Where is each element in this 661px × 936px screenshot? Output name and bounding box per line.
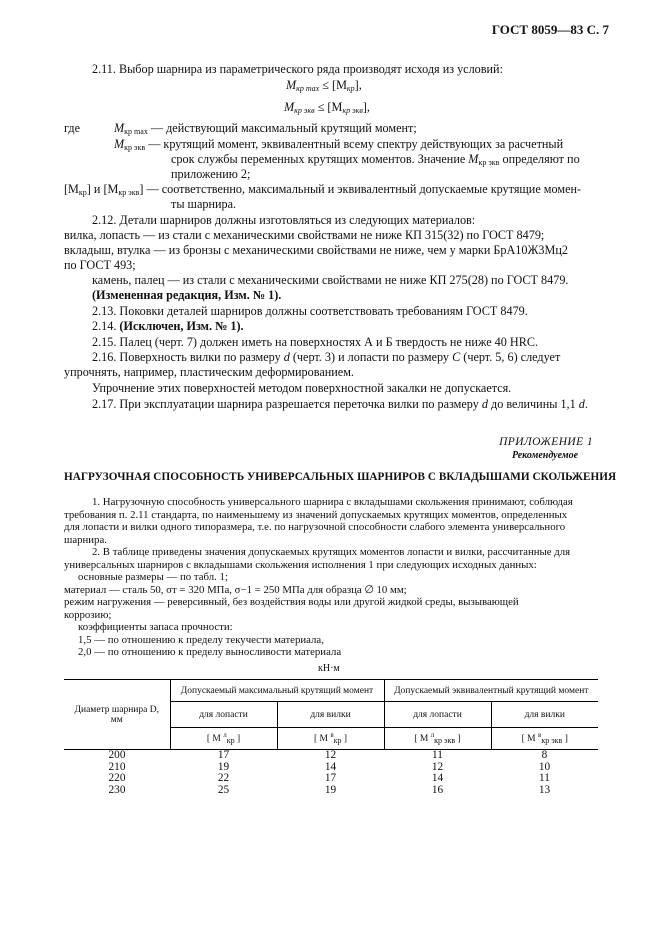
where-label: где — [64, 121, 81, 135]
cell-diameter: 230 — [108, 783, 126, 796]
appendix-label: ПРИЛОЖЕНИЕ 1 — [499, 436, 593, 448]
appendix-p1-line-2: требования п. 2.11 стандарта, по наименьшему из значений допускаемых крутящих моментов, определенных — [64, 508, 568, 521]
cell-eq-fork: 10 — [538, 760, 551, 773]
clause-2-12-line-2: вкладыш, втулка — из бронзы с механическими свойствами не ниже, чем у марки БрА10Ж3Мц2 — [64, 243, 568, 257]
definition-2: $M_{кр экв}$ — крутящий момент, эквивалентный всему спектру действующих за расчетный — [114, 137, 564, 152]
max-torque-header: Допускаемый максимальный крутящий момент — [170, 680, 384, 702]
symbol-eq-fork: [ M $^в_{кр экв}$ ] — [491, 728, 598, 750]
table-unit: кН·м — [318, 663, 340, 674]
appendix-p2-line-9: 2,0 — по отношению к пределу выносливости материала — [78, 646, 342, 658]
clause-2-14: 2.14. (Исключен, Изм. № 1). — [92, 319, 244, 333]
cell-eq-fork: 11 — [539, 772, 550, 784]
definition-1: $M_{кр max}$ — действующий максимальный крутящий момент; — [114, 121, 417, 136]
max-fork-header: для вилки — [277, 702, 384, 728]
definition-2-line-2: срок службы переменных крутящих моментов. Значение $M_{кр экв}$ определяют по — [171, 152, 580, 167]
eq-fork-header: для вилки — [491, 702, 598, 728]
cell-max-fork: 14 — [324, 760, 337, 773]
cell-max-fork: 12 — [324, 749, 337, 761]
cell-max-blade: 22 — [217, 772, 230, 784]
appendix-p2-line-8: 1,5 — по отношению к пределу текучести материала, — [78, 633, 324, 646]
cell-diameter: 220 — [108, 772, 126, 784]
cell-max-blade: 25 — [217, 783, 230, 796]
equivalent-torque-header: Допускаемый эквивалентный крутящий момент — [384, 680, 598, 702]
cell-max-fork: 19 — [324, 783, 337, 796]
clause-2-13: 2.13. Поковки деталей шарниров должны соответствовать требованиям ГОСТ 8479. — [92, 304, 528, 318]
clause-2-11: 2.11. Выбор шарнира из параметрического ряда производят исходя из условий: — [92, 62, 503, 76]
clause-2-12-line-4: камень, палец — из стали с механическими свойствами не ниже КП 275(28) по ГОСТ 8479. — [92, 273, 569, 287]
cell-diameter: 200 — [108, 749, 126, 761]
clause-2-12: 2.12. Детали шарниров должны изготовляться из следующих материалов: — [92, 213, 476, 227]
torque-table — [64, 679, 598, 796]
cell-max-blade: 17 — [217, 749, 230, 761]
clause-2-16: 2.16. Поверхность вилки по размеру d (черт. 3) и лопасти по размеру C (черт. 5, 6) следует — [92, 350, 561, 364]
clause-2-12-line-1: вилка, лопасть — из стали с механическими свойствами не ниже КП 315(32) по ГОСТ 8479; — [64, 228, 545, 242]
cell-eq-blade: 14 — [431, 772, 444, 784]
formula-1: $M_{кр max} \le [M_{кр}]$, — [286, 78, 362, 93]
appendix-p2-line-4: материал — сталь 50, σт = 320 МПа, σ−1 = 250 МПа для образца ∅ 10 мм; — [64, 583, 407, 596]
appendix-p1-line-1: 1. Нагрузочную способность универсального шарнира с вкладышами скольжения принимают, соблюдая — [92, 496, 573, 508]
amendment-note: (Измененная редакция, Изм. № 1). — [92, 288, 282, 302]
symbol-eq-blade: [ M $^л_{кр экв}$ ] — [384, 728, 491, 750]
definition-3: $[M_{кр}]$ и $[M_{кр экв}]$ — соответственно, максимальный и эквивалентный допускаемые крутящие момен- — [64, 182, 582, 197]
appendix-p2-line-7: коэффициенты запаса прочности: — [78, 621, 233, 633]
appendix-p2-line-3: основные размеры — по табл. 1; — [78, 571, 228, 583]
diameter-column-header: Диаметр шарнира D, мм — [64, 680, 170, 750]
clause-2-16-line-3: Упрочнение этих поверхностей методом поверхностной закалки не допускается. — [92, 381, 512, 395]
cell-eq-blade: 12 — [431, 760, 444, 773]
cell-eq-fork: 8 — [541, 749, 548, 761]
appendix-p2-line-6: коррозию; — [64, 608, 112, 621]
appendix-p2-line-2: универсальных шарниров с вкладышами скольжения исполнения 1 при следующих исходных данных: — [64, 558, 537, 571]
appendix-p1-line-4: шарнира. — [64, 533, 107, 546]
definition-2-line-3: приложению 2; — [171, 167, 251, 181]
cell-eq-blade: 16 — [431, 783, 444, 796]
appendix-status: Рекомендуемое — [512, 450, 579, 461]
appendix-p1-line-3: для лопасти и вилки одного типоразмера, т.е. по нагрузочной способности слабого элемента универсального — [64, 521, 566, 533]
cell-eq-blade: 11 — [432, 749, 443, 761]
page-header: ГОСТ 8059—83 С. 7 — [491, 22, 609, 37]
appendix-p2-line-1: 2. В таблице приведены значения допускаемых крутящих моментов лопасти и вилки, рассчитанные для — [92, 546, 571, 558]
cell-max-fork: 17 — [324, 772, 337, 784]
appendix-title: НАГРУЗОЧНАЯ СПОСОБНОСТЬ УНИВЕРСАЛЬНЫХ ШАРНИРОВ С ВКЛАДЫШАМИ СКОЛЬЖЕНИЯ — [64, 471, 617, 483]
clause-2-12-line-3: по ГОСТ 493; — [64, 258, 136, 272]
appendix-p2-line-5: режим нагружения — реверсивный, без воздействия воды или другой жидкой среды, вызывающей — [64, 596, 519, 608]
clause-2-16-line-2: упрочнять, например, пластическим деформированием. — [64, 365, 354, 379]
table-row — [64, 750, 598, 762]
symbol-max-fork: [ M $^в_{кр}$ ] — [277, 728, 384, 750]
eq-blade-header: для лопасти — [384, 702, 491, 728]
cell-eq-fork: 13 — [538, 783, 551, 796]
table-row — [64, 785, 598, 797]
clause-2-17: 2.17. При эксплуатации шарнира разрешается переточка вилки по размеру d до величины 1,1 d. — [92, 397, 588, 411]
definition-3-line-2: ты шарнира. — [171, 197, 237, 211]
max-blade-header: для лопасти — [170, 702, 277, 728]
symbol-max-blade: [ M $^л_{кр}$ ] — [170, 728, 277, 750]
cell-diameter: 210 — [108, 760, 126, 773]
clause-2-15: 2.15. Палец (черт. 7) должен иметь на поверхностях А и Б твердость не ниже 40 HRC. — [92, 335, 539, 349]
cell-max-blade: 19 — [217, 760, 230, 773]
table-row — [64, 773, 598, 785]
formula-2: $M_{кр экв} \le [M_{кр экв}]$, — [284, 100, 370, 115]
